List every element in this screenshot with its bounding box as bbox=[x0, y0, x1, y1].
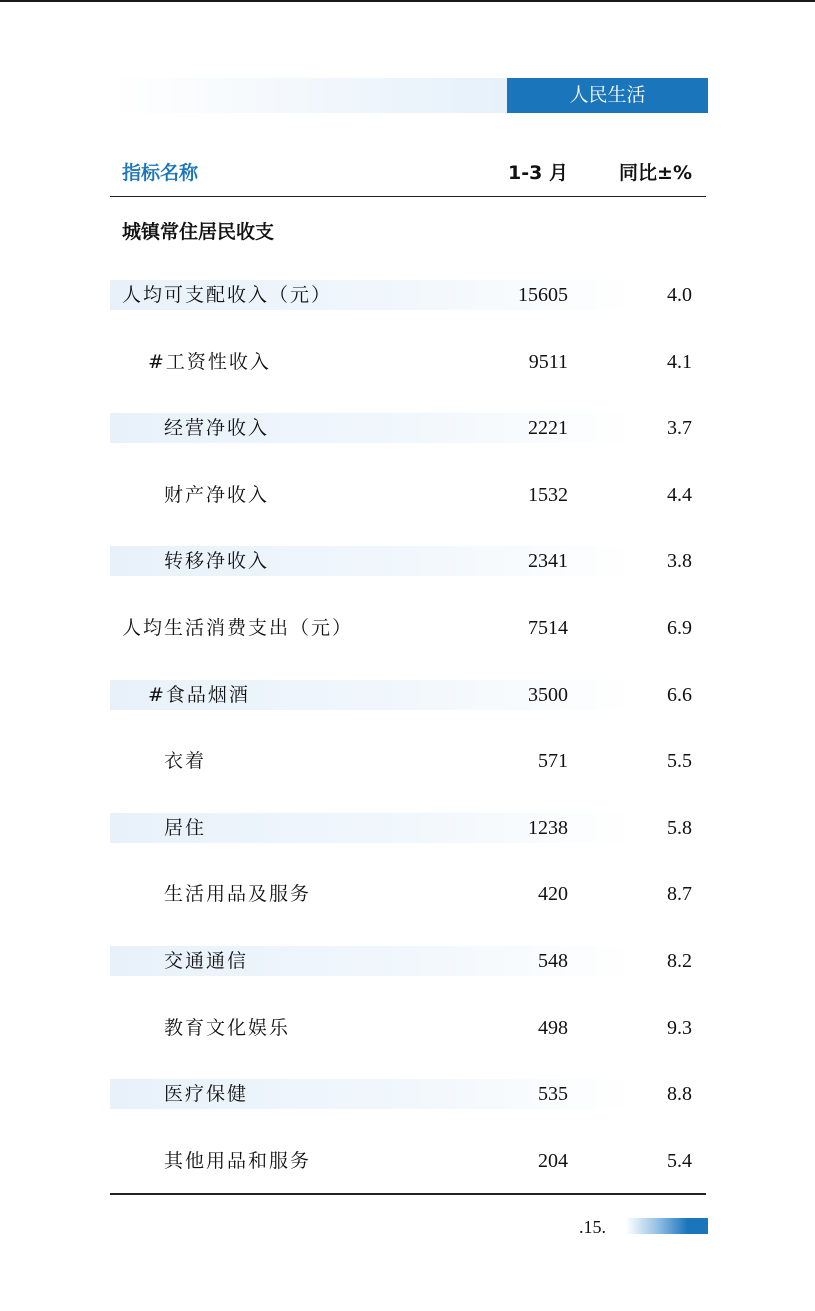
row-value: 2341 bbox=[528, 550, 568, 573]
row-value: 498 bbox=[538, 1016, 568, 1039]
row-value: 1238 bbox=[528, 816, 568, 839]
row-yoy: 5.8 bbox=[667, 816, 692, 839]
row-yoy: 6.9 bbox=[667, 616, 692, 639]
row-label: 衣着 bbox=[164, 750, 207, 773]
row-value: 9511 bbox=[528, 350, 568, 373]
table-row bbox=[110, 613, 706, 643]
table-row bbox=[110, 746, 706, 776]
page-number-bar bbox=[626, 1218, 708, 1234]
row-label: 经营净收入 bbox=[164, 417, 270, 440]
row-label: 生活用品及服务 bbox=[164, 883, 312, 906]
row-value: 3500 bbox=[528, 683, 568, 706]
table-row bbox=[110, 1079, 706, 1109]
row-value: 15605 bbox=[518, 284, 568, 306]
row-label: #食品烟酒 bbox=[148, 683, 250, 706]
row-yoy: 8.8 bbox=[667, 1083, 692, 1106]
table-row bbox=[110, 680, 706, 710]
row-value: 7514 bbox=[528, 616, 568, 639]
row-value: 420 bbox=[538, 883, 568, 906]
row-yoy: 4.4 bbox=[667, 483, 692, 506]
table-row bbox=[110, 480, 706, 510]
row-label: 居住 bbox=[164, 816, 207, 839]
group-title: 城镇常住居民收支 bbox=[122, 221, 275, 243]
table-row bbox=[110, 946, 706, 976]
row-value: 2221 bbox=[528, 417, 568, 440]
row-value: 204 bbox=[538, 1149, 568, 1172]
header-rule bbox=[110, 196, 706, 197]
row-value: 1532 bbox=[528, 483, 568, 506]
row-value: 571 bbox=[538, 750, 568, 773]
column-header-period: 1-3 月 bbox=[508, 162, 568, 184]
column-header-yoy: 同比±% bbox=[619, 162, 692, 184]
column-header-name: 指标名称 bbox=[122, 162, 199, 184]
table-row bbox=[110, 280, 706, 310]
row-label: 交通通信 bbox=[164, 949, 249, 972]
row-label: 人均生活消费支出（元） bbox=[122, 616, 354, 639]
row-yoy: 5.5 bbox=[667, 750, 692, 773]
row-yoy: 4.1 bbox=[667, 350, 692, 373]
row-yoy: 8.7 bbox=[667, 883, 692, 906]
table-row bbox=[110, 1013, 706, 1043]
table-row bbox=[110, 1146, 706, 1176]
row-label: 人均可支配收入（元） bbox=[122, 284, 333, 306]
table-bottom-rule bbox=[110, 1193, 706, 1195]
row-yoy: 3.8 bbox=[667, 550, 692, 573]
table-row bbox=[110, 879, 706, 909]
row-yoy: 9.3 bbox=[667, 1016, 692, 1039]
table-row bbox=[110, 413, 706, 443]
row-label: #工资性收入 bbox=[148, 350, 271, 373]
row-label: 医疗保健 bbox=[164, 1083, 249, 1106]
section-tag: 人民生活 bbox=[507, 78, 708, 113]
row-label: 教育文化娱乐 bbox=[164, 1016, 291, 1039]
row-label: 转移净收入 bbox=[164, 550, 270, 573]
row-label: 其他用品和服务 bbox=[164, 1149, 312, 1172]
row-value: 535 bbox=[538, 1083, 568, 1106]
row-value: 548 bbox=[538, 949, 568, 972]
row-label: 财产净收入 bbox=[164, 483, 270, 506]
row-yoy: 3.7 bbox=[667, 417, 692, 440]
row-yoy: 6.6 bbox=[667, 683, 692, 706]
row-yoy: 8.2 bbox=[667, 949, 692, 972]
table-row bbox=[110, 813, 706, 843]
page-top-rule bbox=[0, 0, 815, 2]
table-row bbox=[110, 546, 706, 576]
row-yoy: 4.0 bbox=[667, 284, 692, 306]
row-yoy: 5.4 bbox=[667, 1149, 692, 1172]
table-row bbox=[110, 347, 706, 377]
page-number: .15. bbox=[579, 1217, 606, 1237]
data-table bbox=[110, 280, 706, 1212]
